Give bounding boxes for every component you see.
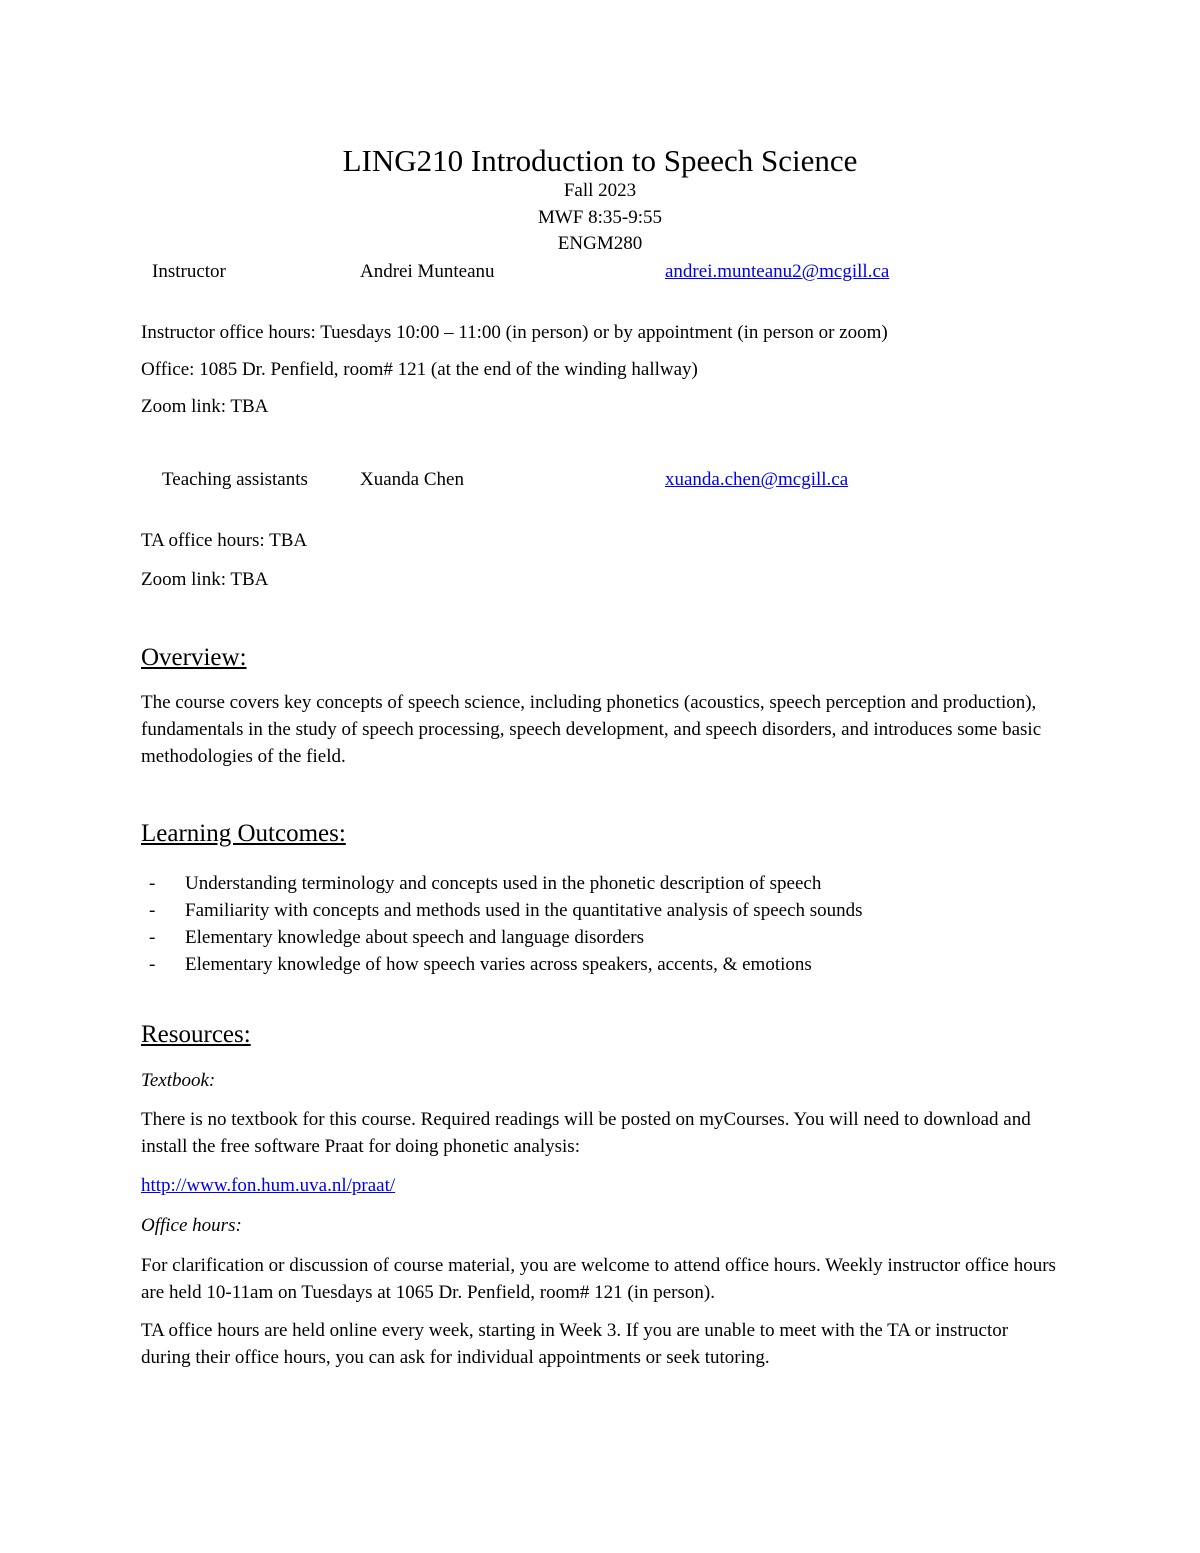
textbook-subheading: Textbook:: [141, 1070, 216, 1091]
textbook-text: There is no textbook for this course. Required readings will be posted on myCourses. You will need to download and install the free software Praat for doing phonetic analysis:: [141, 1109, 1031, 1157]
list-item: [141, 924, 863, 951]
list-item-text: Familiarity with concepts and methods used in the quantitative analysis of speech sounds: [185, 900, 863, 921]
bullet-dash: -: [149, 900, 156, 921]
course-title: LING210 Introduction to Speech Science: [342, 143, 858, 178]
list-item: [141, 897, 863, 924]
instructor-email-link[interactable]: andrei.munteanu2@mcgill.ca: [665, 261, 890, 282]
learning-outcomes-heading: Learning Outcomes:: [141, 820, 346, 847]
list-item: [141, 951, 863, 978]
learning-outcomes-list: [141, 870, 863, 978]
office-hours-text: For clarification or discussion of course material, you are welcome to attend office hours. Weekly instructor office hours are held 10-11am on Tuesdays at 1065 Dr. Penfield, room# 121 (in person).: [141, 1255, 1056, 1303]
overview-heading: Overview:: [141, 644, 247, 671]
overview-text: The course covers key concepts of speech science, including phonetics (acoustics, speech perception and production), fundamentals in the study of speech processing, speech development, and speech disorders, and introduces some basic methodologies of the field.: [141, 692, 1042, 767]
ta-office-hours-text: TA office hours are held online every week, starting in Week 3. If you are unable to meet with the TA or instructor during their office hours, you can ask for individual appointments or seek tutoring.: [141, 1320, 1009, 1368]
office-hours-subheading: Office hours:: [141, 1215, 242, 1236]
bullet-dash: -: [149, 954, 156, 975]
praat-link[interactable]: http://www.fon.hum.uva.nl/praat/: [141, 1175, 396, 1196]
instructor-name: Andrei Munteanu: [360, 261, 495, 282]
instructor-office: Office: 1085 Dr. Penfield, room# 121 (at the end of the winding hallway): [141, 359, 698, 380]
instructor-label: Instructor: [152, 261, 226, 282]
ta-zoom: Zoom link: TBA: [141, 569, 269, 590]
course-schedule: MWF 8:35-9:55: [537, 207, 663, 228]
ta-label: Teaching assistants: [162, 469, 308, 490]
resources-heading: Resources:: [141, 1021, 251, 1048]
course-room: ENGM280: [557, 233, 643, 254]
list-item-text: Elementary knowledge of how speech varies across speakers, accents, & emotions: [185, 954, 812, 975]
ta-name: Xuanda Chen: [360, 469, 464, 490]
ta-office-hours: TA office hours: TBA: [141, 530, 308, 551]
bullet-dash: -: [149, 873, 156, 894]
list-item-text: Understanding terminology and concepts used in the phonetic description of speech: [185, 873, 822, 894]
instructor-office-hours: Instructor office hours: Tuesdays 10:00 – 11:00 (in person) or by appointment (in person or zoom): [141, 322, 888, 343]
list-item: [141, 870, 863, 897]
instructor-zoom: Zoom link: TBA: [141, 396, 269, 417]
bullet-dash: -: [149, 927, 156, 948]
ta-email-link[interactable]: xuanda.chen@mcgill.ca: [665, 469, 849, 490]
course-term: Fall 2023: [563, 180, 637, 201]
list-item-text: Elementary knowledge about speech and language disorders: [185, 927, 645, 948]
